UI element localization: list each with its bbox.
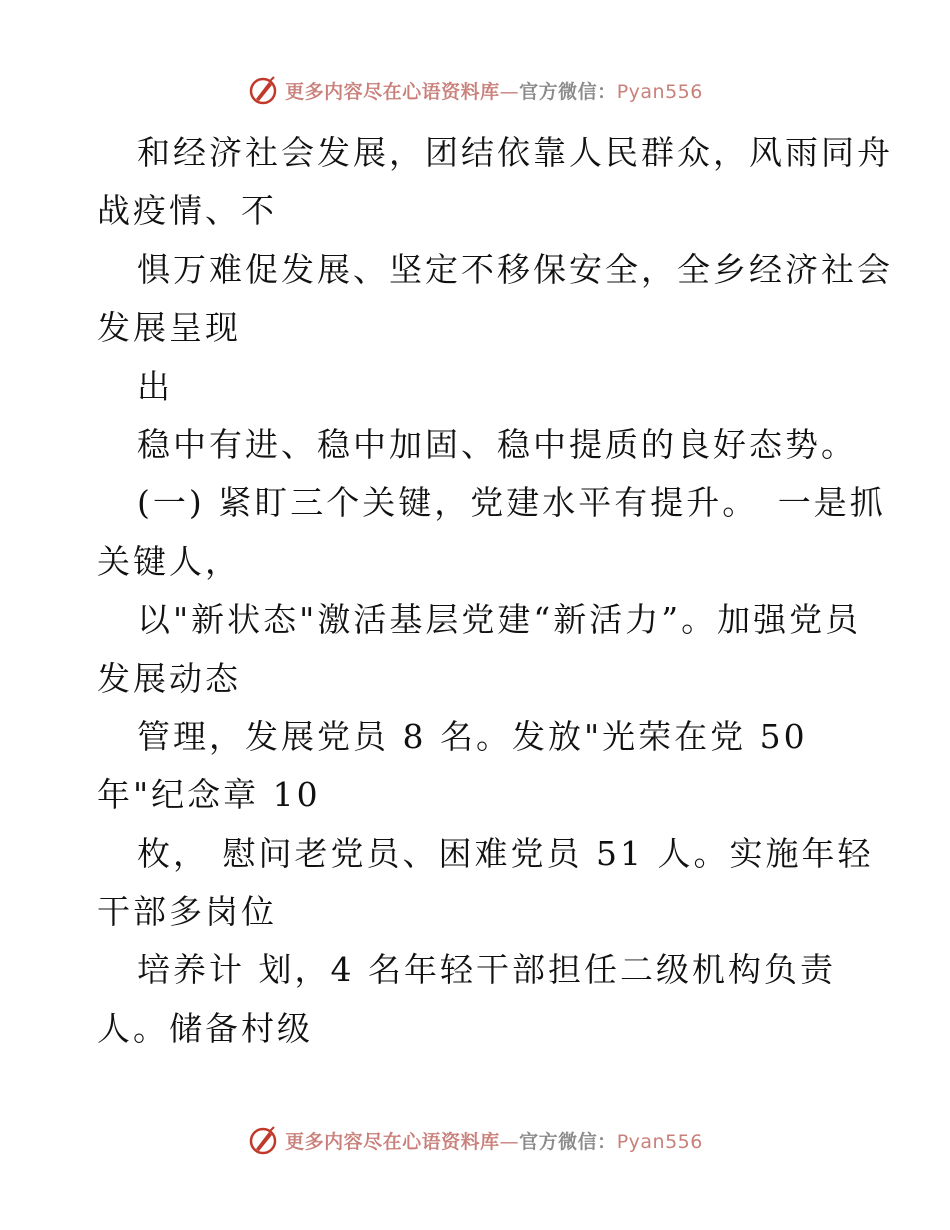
watermark-text	[285, 77, 703, 104]
body-line: 干部多岗位	[97, 892, 277, 932]
body-line: 以"新状态"激活基层党建“新活力”。加强党员	[137, 600, 862, 640]
body-line: 战疫情、不	[97, 191, 277, 231]
body-line: 关键人，	[97, 541, 241, 581]
watermark-dash: —	[499, 80, 520, 103]
watermark-id: Pyan556	[616, 1130, 703, 1153]
body-line: 管理，发展党员 8 名。发放"光荣在党 50	[137, 716, 808, 756]
watermark-text	[285, 1127, 703, 1154]
body-line: (一) 紧盯三个关键，党建水平有提升。 一是抓	[137, 483, 886, 523]
header-watermark	[0, 72, 950, 108]
body-line: 年"纪念章 10	[97, 775, 321, 815]
body-line: 人。储备村级	[97, 1008, 313, 1048]
watermark-id: Pyan556	[616, 80, 703, 103]
watermark-brand: 更多内容尽在心语资料库	[285, 80, 500, 103]
document-body	[97, 124, 893, 1058]
body-line: 培养计 划，4 名年轻干部担任二级机构负责	[137, 950, 836, 990]
watermark-label: 官方微信：	[519, 1130, 617, 1153]
footer-watermark	[0, 1122, 950, 1158]
body-line: 和经济社会发展，团结依靠人民群众，风雨同舟	[137, 133, 893, 172]
body-line: 发展呈现	[97, 308, 241, 348]
body-line: 惧万难促发展、坚定不移保安全，全乡经济社会	[137, 249, 893, 289]
body-line: 发展动态	[97, 658, 241, 698]
quill-logo-icon	[247, 74, 279, 106]
watermark-label: 官方微信：	[519, 80, 617, 103]
body-line: 枚， 慰问老党员、困难党员 51 人。实施年轻	[137, 833, 874, 873]
watermark-brand: 更多内容尽在心语资料库	[285, 1130, 500, 1153]
watermark-dash: —	[499, 1130, 520, 1153]
quill-logo-icon	[247, 1124, 279, 1156]
body-line: 稳中有进、稳中加固、稳中提质的良好态势。	[137, 424, 857, 464]
body-line: 出	[137, 366, 173, 406]
